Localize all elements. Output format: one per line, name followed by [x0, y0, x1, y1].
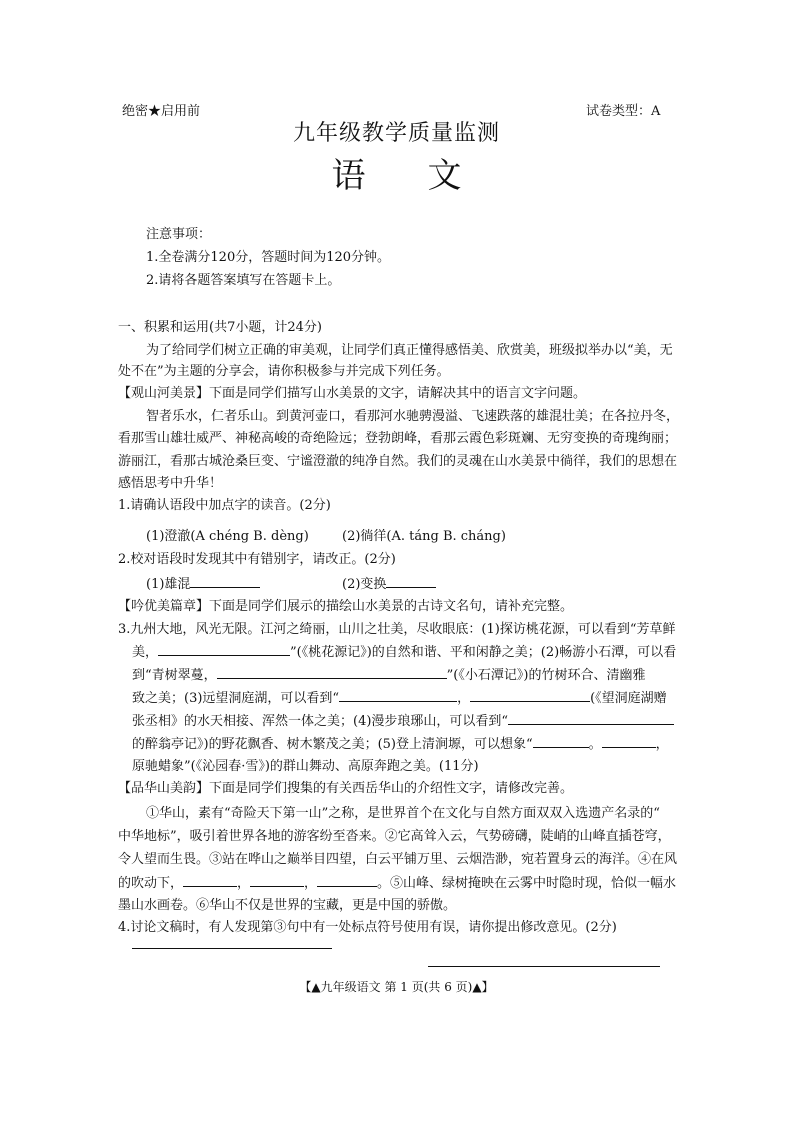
question-4: 4.讨论文稿时，有人发现第③句中有一处标点符号使用有误，请你提出修改意见。(2分) [118, 920, 617, 935]
question-1: 1.请确认语段中加点字的读音。(2分) [118, 498, 331, 513]
question-2-item-2: (2)变换 [342, 573, 436, 595]
question-3-line-3: 到“青树翠蔓， ”(《小石潭记》)的竹树环合、清幽雅 [132, 664, 645, 686]
question-3-line-1: 3.九州大地，风光无限。江河之绮丽，山川之壮美，尽收眼底：(1)探访桃花源，可以看到“芳草鲜 [118, 622, 676, 637]
task-heading-1: 【观山河美景】下面是同学们描写山水美景的文字，请解决其中的语言文字问题。 [118, 386, 587, 401]
task-heading-2: 【吟优美篇章】下面是同学们展示的描绘山水美景的古诗文名句，请补充完整。 [118, 599, 574, 614]
passage3-line-2: 中华地标”，吸引着世界各地的游客纷至沓来。②它高耸入云，气势磅礴，陡峭的山峰直插苍穹， [118, 829, 671, 844]
question-3-line-5: 张丞相》的水天相接、浑然一体之美；(4)漫步琅琊山，可以看到“ [132, 710, 674, 732]
answer-line [428, 966, 660, 967]
passage1-line-2: 看那雪山雄壮威严、神秘高峻的奇绝险远；登勃朗峰，看那云霞色彩斑斓、无穷变换的奇瑰绚丽； [118, 431, 678, 446]
paper-type-label: 试卷类型：A [586, 104, 661, 119]
question-2: 2.校对语段时发现其中有错别字，请改正。(2分) [118, 552, 396, 567]
confidential-label: 绝密★启用前 [122, 104, 201, 119]
intro-line-2: 处不在”为主题的分享会，请你积极参与并完成下列任务。 [118, 364, 450, 379]
question-3-line-6: 的醉翁亭记》)的野花飘香、树木繁茂之美；(5)登上清涧塬，可以想象“ 。 ， [132, 733, 669, 755]
exam-title: 九年级教学质量监测 [292, 121, 500, 146]
passage3-line-5: 墨山水画卷。⑥华山不仅是世界的宝藏，更是中国的骄傲。 [118, 898, 457, 913]
question-2-item-1: (1)雄混 [146, 573, 260, 595]
answer-blank [508, 710, 674, 725]
passage3-line-4: 的吹动下， ， ， 。⑤山峰、绿树掩映在云雾中时隐时现，恰似一幅水 [118, 872, 676, 894]
intro-line-1: 为了给同学们树立正确的审美观，让同学们真正懂得感悟美、欣赏美，班级拟举办以“美，无 [146, 343, 673, 358]
answer-blank [339, 687, 457, 702]
question-3-line-2: 美， ”(《桃花源记》)的自然和谐、平和闲静之美；(2)畅游小石潭，可以看 [132, 641, 676, 663]
passage1-line-1: 智者乐水，仁者乐山。到黄河壶口，看那河水驰骋漫溢、飞速跌落的雄混壮美；在各拉丹冬， [146, 409, 680, 424]
passage3-line-1: ①华山，素有“奇险天下第一山”之称，是世界首个在文化与自然方面双双入选遗产名录的“ [146, 806, 660, 821]
answer-blank [183, 872, 237, 887]
notice-item-1: 1.全卷满分120分，答题时间为120分钟。 [146, 250, 391, 265]
subject-title [0, 154, 793, 198]
task-heading-3: 【品华山美韵】下面是同学们搜集的有关西岳华山的介绍性文字，请修改完善。 [118, 781, 574, 796]
answer-line [132, 948, 332, 949]
subject-char-1: 语 [331, 156, 366, 196]
question-1-option-a: (1)澄澈(A chéng B. dèng) [146, 529, 309, 544]
answer-blank [533, 733, 589, 748]
notice-item-2: 2.请将各题答案填写在答题卡上。 [146, 273, 341, 288]
passage1-line-4: 感悟思考中升华！ [118, 476, 223, 491]
section-heading: 一、积累和运用(共7小题，计24分) [118, 320, 322, 335]
question-3-line-4: 致之美；(3)远望洞庭湖，可以看到“ ， (《望洞庭湖赠 [132, 687, 667, 709]
passage1-line-3: 游丽江，看那古城沧桑巨变、宁谧澄澈的纯净自然。我们的灵魂在山水美景中徜徉，我们的思想在 [118, 454, 678, 469]
answer-blank [190, 573, 260, 588]
answer-blank [158, 641, 290, 656]
notice-heading: 注意事项： [146, 227, 212, 242]
answer-blank [317, 872, 377, 887]
answer-blank [602, 733, 656, 748]
answer-blank [250, 872, 304, 887]
answer-blank [386, 573, 436, 588]
subject-char-2: 文 [427, 156, 462, 196]
answer-blank [470, 687, 590, 702]
question-3-line-7: 原驰蜡象”(《沁园春·雪》)的群山舞动、高原奔跑之美。(11分) [132, 759, 479, 774]
question-1-option-b: (2)徜徉(A. táng B. cháng) [342, 529, 506, 544]
answer-blank [217, 664, 447, 679]
page-footer: 【▲九年级语文 第 1 页(共 6 页)▲】 [299, 980, 494, 994]
passage3-line-3: 令人望而生畏。③站在哗山之巅举目四望，白云平铺万里、云烟浩渺，宛若置身云的海洋。④在风 [118, 852, 678, 867]
